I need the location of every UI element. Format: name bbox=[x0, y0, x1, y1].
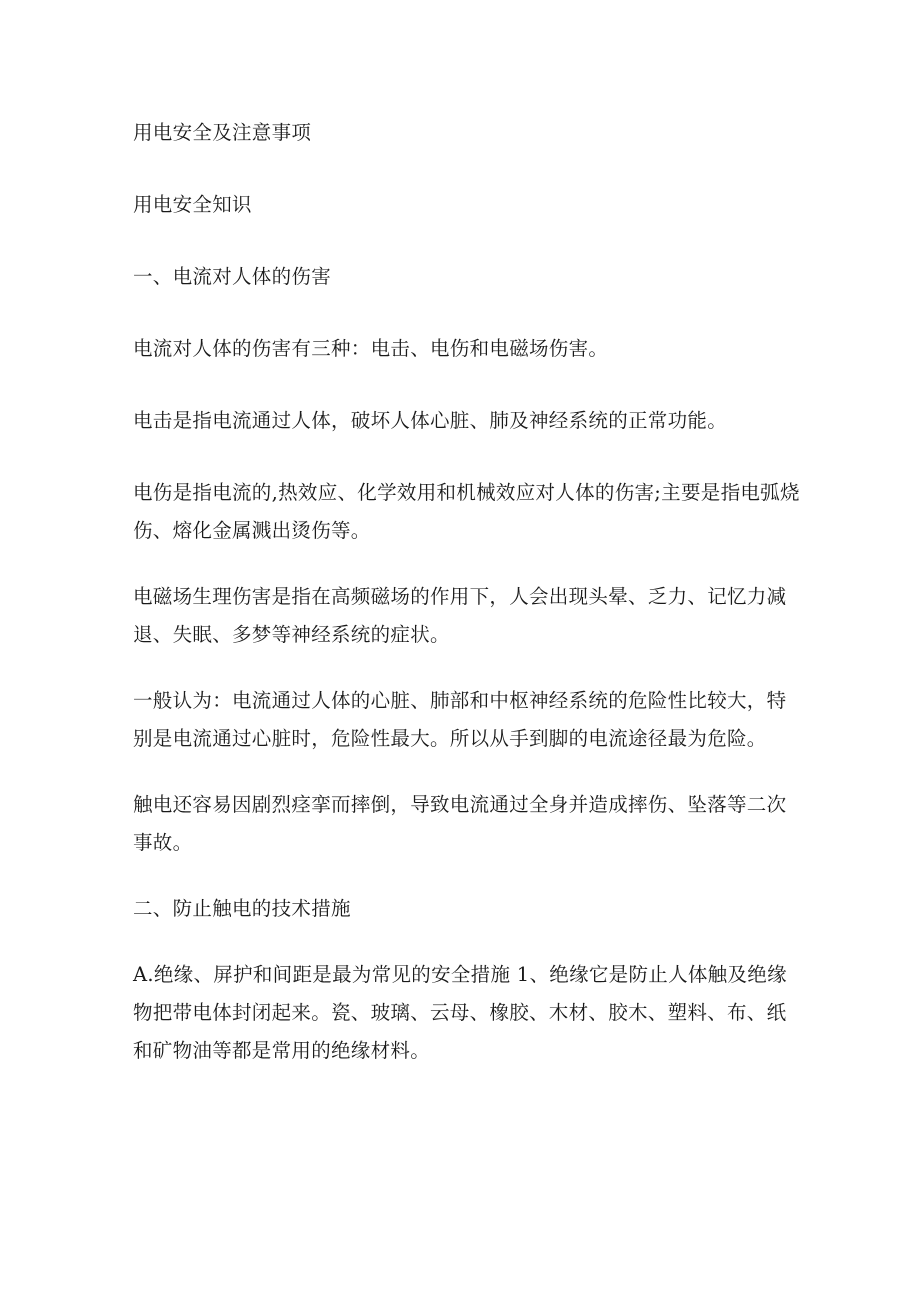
section-heading-1: 一、电流对人体的伤害 bbox=[133, 265, 332, 288]
paragraph-insulation: A.绝缘、屏护和间距是最为常见的安全措施 1、绝缘它是防止人体触及绝缘物把带电体封闭起来。瓷、玻璃、云母、橡胶、木材、胶木、塑料、布、纸和矿物油等都是常用的绝缘材料。 bbox=[133, 963, 787, 1062]
document-body bbox=[133, 114, 805, 1070]
paragraph-secondary-accident: 触电还容易因剧烈痉挛而摔倒，导致电流通过全身并造成摔伤、坠落等二次事故。 bbox=[133, 793, 787, 854]
document-subtitle: 用电安全知识 bbox=[133, 193, 252, 216]
paragraph-electromagnetic: 电磁场生理伤害是指在高频磁场的作用下，人会出现头晕、乏力、记忆力减退、失眠、多梦等神经系统的症状。 bbox=[133, 585, 787, 646]
document-title: 用电安全及注意事项 bbox=[133, 121, 312, 144]
section-heading-2: 二、防止触电的技术措施 bbox=[133, 897, 351, 920]
paragraph-damage-types: 电流对人体的伤害有三种：电击、电伤和电磁场伤害。 bbox=[133, 337, 609, 360]
paragraph-electric-shock: 电击是指电流通过人体，破坏人体心脏、肺及神经系统的正常功能。 bbox=[133, 409, 728, 432]
paragraph-electric-injury: 电伤是指电流的,热效应、化学效用和机械效应对人体的伤害;主要是指电弧烧伤、熔化金属溅出烫伤等。 bbox=[133, 481, 800, 542]
paragraph-current-path: 一般认为：电流通过人体的心脏、肺部和中枢神经系统的危险性比较大，特别是电流通过心脏时，危险性最大。所以从手到脚的电流途径最为危险。 bbox=[133, 689, 787, 750]
